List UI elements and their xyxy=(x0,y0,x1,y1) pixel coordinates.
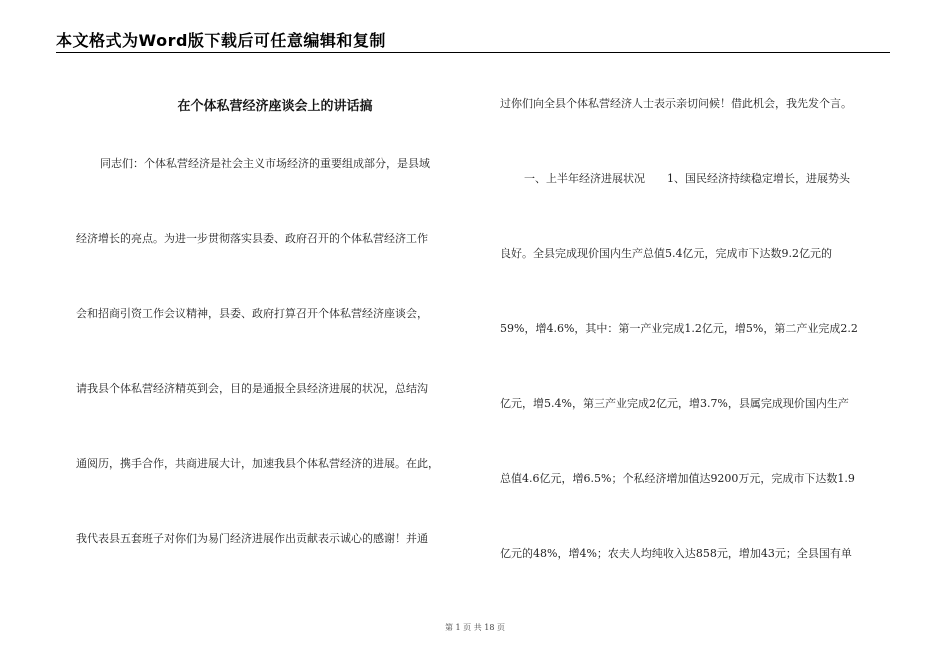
left-line-1: 同志们：个体私营经济是社会主义市场经济的重要组成部分，是县域 xyxy=(100,157,430,170)
left-line-6: 我代表县五套班子对你们为易门经济进展作出贡献表示诚心的感谢！并通 xyxy=(76,532,428,545)
right-line-5: 亿元，增5.4%，第三产业完成2亿元，增3.7%，县属完成现价国内生产 xyxy=(500,397,849,410)
left-line-3: 会和招商引资工作会议精神，县委、政府打算召开个体私营经济座谈会， xyxy=(76,307,428,320)
right-line-7: 亿元的48%，增4%；农夫人均纯收入达858元，增加43元；全县国有单 xyxy=(500,547,852,560)
document-title: 在个体私营经济座谈会上的讲话搞 xyxy=(177,99,373,114)
right-line-2: 一、上半年经济进展状况 1、国民经济持续稳定增长，进展势头 xyxy=(524,172,850,185)
page-number: 第 1 页 共 18 页 xyxy=(445,623,505,632)
right-line-3: 良好。全县完成现价国内生产总值5.4亿元，完成市下达数9.2亿元的 xyxy=(500,247,832,260)
left-line-2: 经济增长的亮点。为进一步贯彻落实县委、政府召开的个体私营经济工作 xyxy=(76,232,428,245)
right-line-1: 过你们向全县个体私营经济人士表示亲切问候！借此机会，我先发个言。 xyxy=(500,97,852,110)
right-line-6: 总值4.6亿元，增6.5%；个私经济增加值达9200万元，完成市下达数1.9 xyxy=(500,472,855,485)
left-line-4: 请我县个体私营经济精英到会，目的是通报全县经济进展的状况，总结沟 xyxy=(76,382,428,395)
right-line-4: 59%，增4.6%，其中：第一产业完成1.2亿元，增5%，第二产业完成2.2 xyxy=(500,322,858,335)
header-divider xyxy=(56,52,890,53)
document-banner: 本文格式为Word版下载后可任意编辑和复制 xyxy=(56,31,386,50)
left-line-5: 通阅历，携手合作，共商进展大计，加速我县个体私营经济的进展。在此， xyxy=(76,457,439,470)
